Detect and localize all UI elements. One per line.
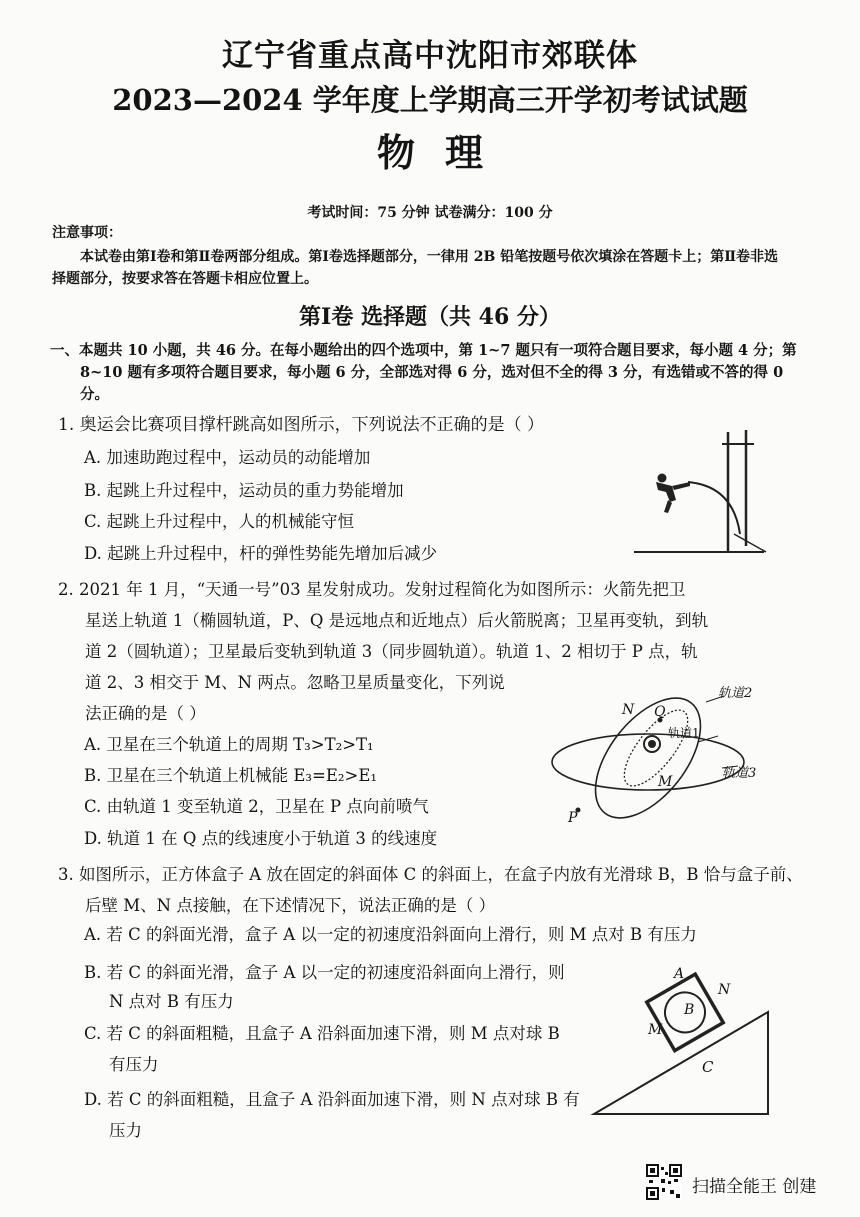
point-p-label: P	[568, 810, 578, 826]
notice-heading: 注意事项：	[52, 225, 122, 241]
orbit-figure	[548, 680, 778, 830]
box-a-label: A	[674, 966, 685, 982]
scanner-watermark	[646, 1164, 846, 1200]
question-3-stem: 3. 如图所示，正方体盒子 A 放在固定的斜面体 C 的斜面上，在盒子内放有光滑球 B，B 恰与盒子前、后壁 M、N 点接触，在下述情况下，说法正确的是（ ）	[58, 865, 803, 915]
question-1-option-b: B. 起跳上升过程中，运动员的重力势能增加	[84, 481, 404, 500]
question-2-option-c: C. 由轨道 1 变至轨道 2，卫星在 P 点向前喷气	[84, 797, 429, 816]
point-m-label: M	[658, 774, 673, 790]
exam-info: 考试时间：75 分钟 试卷满分：100 分	[307, 205, 553, 221]
notice-body: 本试卷由第Ⅰ卷和第Ⅱ卷两部分组成。第Ⅰ卷选择题部分，一律用 2B 铅笔按题号依次填涂在答题卡上；第Ⅱ卷非选择题部分，按要求答在答题卡相应位置上。	[52, 249, 779, 287]
incline-box-figure	[590, 964, 790, 1124]
orbit-1-label: 轨道1	[668, 726, 700, 740]
question-1-option-d: D. 起跳上升过程中，杆的弹性势能先增加后减少	[84, 544, 438, 563]
question-1-option-c: C. 起跳上升过程中，人的机械能守恒	[84, 512, 355, 531]
subject-title: 物理	[376, 130, 513, 175]
incline-c-label: C	[702, 1058, 714, 1076]
orbit-3-label: 轨道3	[722, 766, 757, 781]
question-1-option-a: A. 加速助跑过程中，运动员的动能增加	[84, 448, 371, 467]
title-line-2: 2023—2024 学年度上学期高三开学初考试试题	[112, 83, 748, 117]
point-m-label-q3: M	[648, 1022, 663, 1038]
part-heading: 一、本题共 10 小题，共 46 分。在每小题给出的四个选项中，第 1~7 题只有一项符合题目要求，每小题 4 分；第 8~10 题有多项符合题目要求，每小题 6 分，全部选对得 6 分，选对但不全的得 3 分，有选错或不答的得 0 分。	[50, 342, 797, 403]
point-n-label-q3: N	[718, 982, 731, 998]
question-3-option-a: A. 若 C 的斜面光滑，盒子 A 以一定的初速度沿斜面向上滑行，则 M 点对 B 有压力	[84, 925, 697, 944]
question-3-option-c: C. 若 C 的斜面粗糙，且盒子 A 沿斜面加速下滑，则 M 点对球 B 有压力	[84, 1024, 560, 1074]
question-2-line-1: 2. 2021 年 1 月，“天通一号”03 星发射成功。发射过程简化为如图所示：火箭先把卫	[58, 580, 686, 599]
question-2-line-3: 道 2（圆轨道）；卫星最后变轨到轨道 3（同步圆轨道）。轨道 1、2 相切于 P 点，轨	[85, 642, 698, 661]
ball-b-label: B	[684, 1002, 695, 1018]
question-2-option-b: B. 卫星在三个轨道上机械能 E₃=E₂>E₁	[84, 766, 377, 785]
question-3-option-d: D. 若 C 的斜面粗糙，且盒子 A 沿斜面加速下滑，则 N 点对球 B 有压力	[84, 1090, 580, 1140]
question-2-line-4: 道 2、3 相交于 M、N 两点。忽略卫星质量变化，下列说	[85, 673, 505, 692]
question-2-line-5: 法正确的是（ ）	[85, 704, 206, 723]
watermark-text: 扫描全能王 创建	[692, 1177, 817, 1197]
question-2-option-a: A. 卫星在三个轨道上的周期 T₃>T₂>T₁	[84, 735, 374, 754]
point-q-label: Q	[654, 704, 666, 720]
question-2-option-d: D. 轨道 1 在 Q 点的线速度小于轨道 3 的线速度	[84, 829, 438, 848]
pole-vault-figure	[628, 426, 768, 556]
orbit-2-label: 轨道2	[718, 686, 753, 701]
question-2-line-2: 星送上轨道 1（椭圆轨道，P、Q 是远地点和近地点）后火箭脱离；卫星再变轨，到轨	[85, 611, 709, 630]
question-1-stem: 1. 奥运会比赛项目撑杆跳高如图所示，下列说法不正确的是（ ）	[58, 415, 545, 435]
section-title: 第Ⅰ卷 选择题（共 46 分）	[299, 304, 561, 330]
qr-code-icon	[646, 1164, 682, 1200]
title-line-1: 辽宁省重点高中沈阳市郊联体	[222, 38, 638, 74]
question-3-option-b: B. 若 C 的斜面光滑，盒子 A 以一定的初速度沿斜面向上滑行，则 N 点对 B 有压力	[84, 963, 565, 1011]
point-n-label: N	[622, 702, 635, 718]
